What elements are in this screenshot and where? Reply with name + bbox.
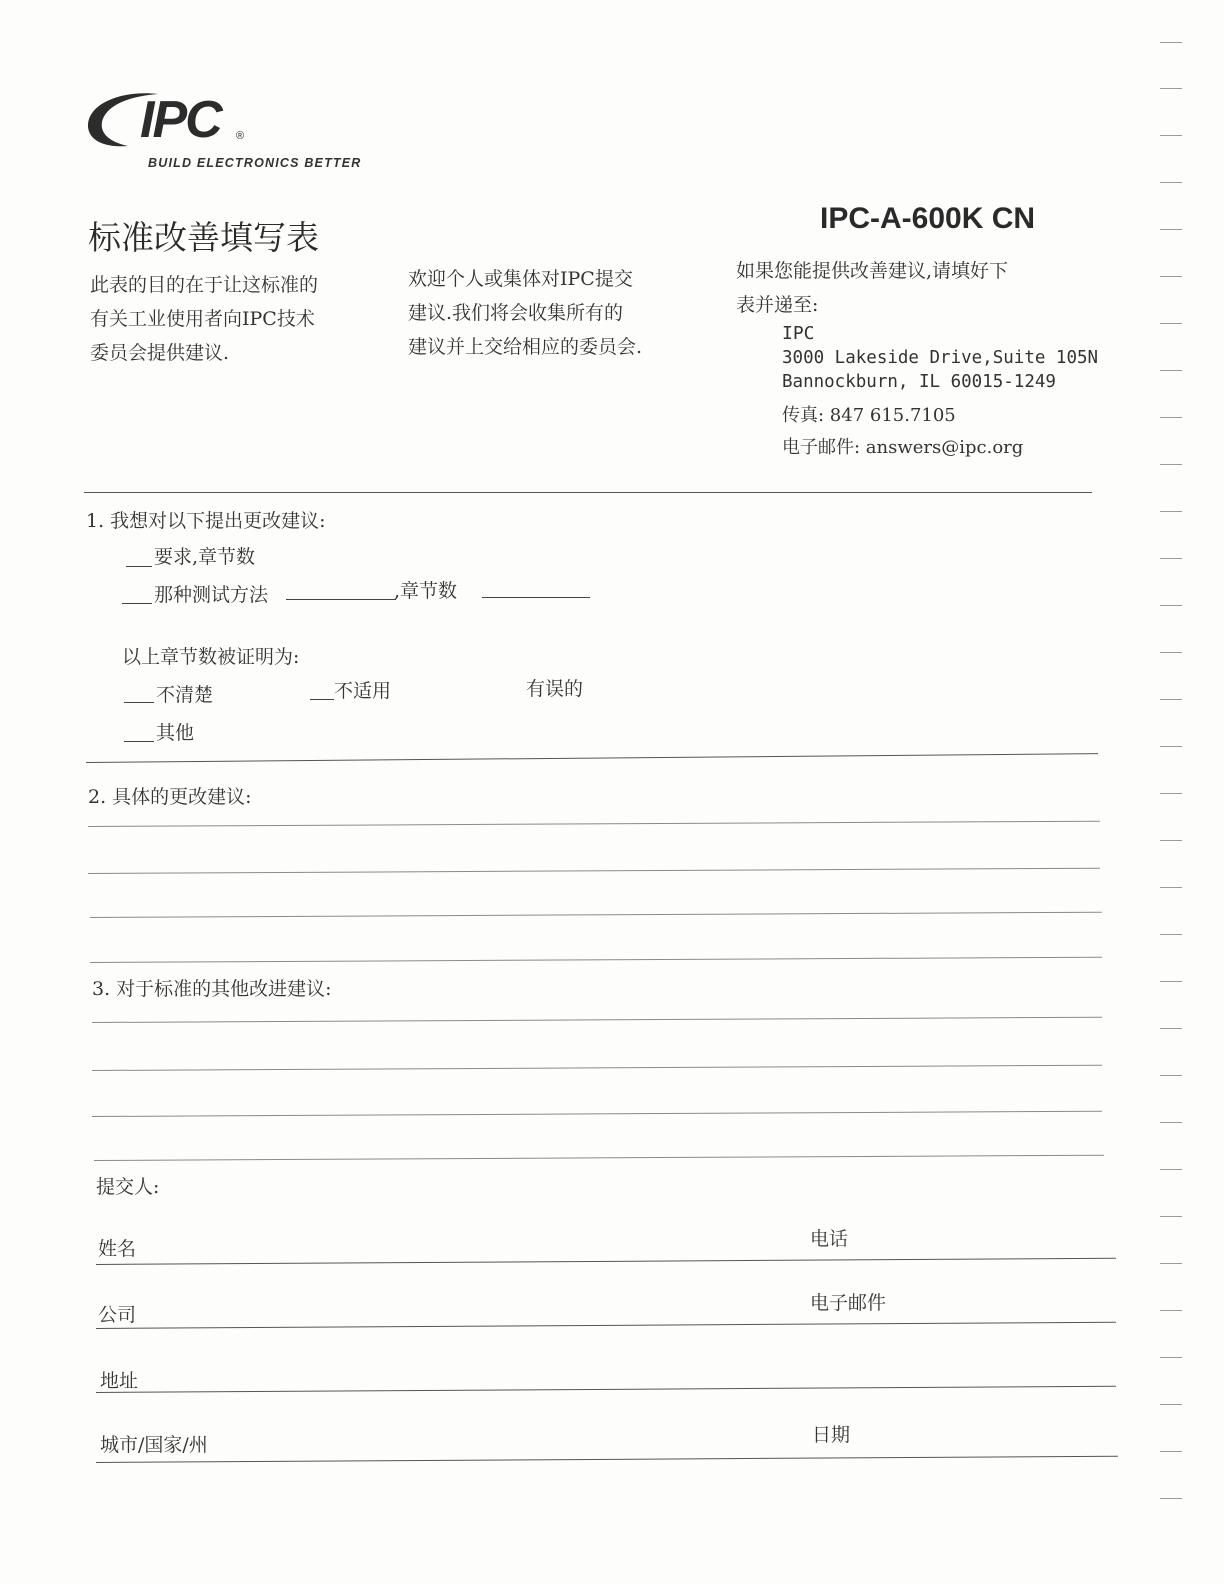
section-3-heading: 3. 对于标准的其他改进建议: <box>92 978 332 1000</box>
name-label: 姓名 <box>98 1238 137 1260</box>
other-option-label: 其他 <box>156 722 195 744</box>
intro-column-1 <box>90 268 318 370</box>
address-email: 电子邮件: answers@ipc.org <box>782 437 1024 458</box>
not-applicable-option-label: 不适用 <box>334 680 392 702</box>
submitter-heading: 提交人: <box>96 1176 160 1198</box>
tick-mark <box>1160 276 1182 277</box>
tick-mark <box>1160 229 1182 230</box>
tick-mark <box>1160 887 1182 888</box>
document-code: IPC-A-600K CN <box>820 202 1036 235</box>
test-method-checkbox-blank[interactable] <box>122 603 152 604</box>
not-applicable-checkbox-blank[interactable] <box>310 699 334 700</box>
logo-wordmark: IPC <box>140 91 221 149</box>
suggestion-line[interactable] <box>88 821 1100 827</box>
logo-tagline: BUILD ELECTRONICS BETTER <box>148 156 362 170</box>
intro-line: 建议.我们将会收集所有的 <box>408 302 624 324</box>
tick-mark <box>1160 934 1182 935</box>
tick-mark <box>1160 1404 1182 1405</box>
intro-column-2 <box>408 262 642 364</box>
intro-line: 表并递至: <box>736 294 819 316</box>
tick-mark <box>1160 135 1182 136</box>
address-street: 3000 Lakeside Drive,Suite 105N <box>782 348 1099 368</box>
suggestion-line[interactable] <box>90 912 1102 918</box>
address-line[interactable] <box>96 1386 1116 1393</box>
intro-line: 建议并上交给相应的委员会. <box>408 336 643 358</box>
ipc-logo <box>84 86 374 178</box>
tick-mark <box>1160 42 1182 43</box>
tick-mark <box>1160 605 1182 606</box>
tick-mark <box>1160 1169 1182 1170</box>
requirement-checkbox-blank[interactable] <box>126 566 152 567</box>
tick-mark <box>1160 417 1182 418</box>
address-fax: 传真: 847 615.7105 <box>782 405 956 426</box>
tick-mark <box>1160 1122 1182 1123</box>
tick-mark <box>1160 1263 1182 1264</box>
tick-mark <box>1160 370 1182 371</box>
proven-as-label: 以上章节数被证明为: <box>122 646 300 668</box>
address-org: IPC <box>782 323 815 344</box>
chapter-number-label: ,章节数 <box>394 580 458 602</box>
improvement-line[interactable] <box>92 1065 1102 1071</box>
unclear-option-label: 不清楚 <box>156 684 214 706</box>
tick-mark <box>1160 182 1182 183</box>
company-email-line[interactable] <box>96 1322 1116 1329</box>
tick-mark <box>1160 1216 1182 1217</box>
improvement-line[interactable] <box>92 1017 1102 1023</box>
suggestion-line[interactable] <box>88 868 1100 874</box>
city-date-line[interactable] <box>96 1456 1118 1463</box>
tick-mark <box>1160 323 1182 324</box>
intro-line: 欢迎个人或集体对IPC提交 <box>408 268 633 290</box>
test-method-option-label: 那种测试方法 <box>154 584 269 606</box>
suggestion-line[interactable] <box>90 957 1102 963</box>
requirement-option-label: 要求,章节数 <box>154 546 256 568</box>
tick-mark <box>1160 1310 1182 1311</box>
registered-mark: ® <box>236 130 245 142</box>
other-checkbox-blank[interactable] <box>124 741 154 742</box>
name-phone-line[interactable] <box>96 1258 1116 1265</box>
address-label: 地址 <box>100 1370 139 1392</box>
improvement-line[interactable] <box>94 1155 1104 1161</box>
intro-line: 此表的目的在于让这标准的 <box>90 274 319 296</box>
tick-mark <box>1160 464 1182 465</box>
company-label: 公司 <box>98 1304 137 1326</box>
tick-mark <box>1160 652 1182 653</box>
page-title: 标准改善填写表 <box>88 218 319 257</box>
date-label: 日期 <box>812 1424 851 1446</box>
phone-label: 电话 <box>810 1228 849 1250</box>
city-country-state-label: 城市/国家/州 <box>100 1434 208 1456</box>
tick-mark <box>1160 1357 1182 1358</box>
improvement-line[interactable] <box>92 1111 1102 1117</box>
tick-mark <box>1160 981 1182 982</box>
tick-mark <box>1160 746 1182 747</box>
chapter-number-field[interactable] <box>482 597 590 598</box>
tick-mark <box>1160 1451 1182 1452</box>
tick-mark <box>1160 511 1182 512</box>
intro-line: 如果您能提供改善建议,请填好下 <box>736 260 1009 282</box>
address-city: Bannockburn, IL 60015-1249 <box>782 372 1056 392</box>
intro-line: 委员会提供建议. <box>90 342 230 364</box>
tick-mark <box>1160 793 1182 794</box>
tick-mark <box>1160 1075 1182 1076</box>
unclear-checkbox-blank[interactable] <box>124 702 154 703</box>
tick-mark <box>1160 699 1182 700</box>
divider <box>84 492 1092 493</box>
tick-mark <box>1160 88 1182 89</box>
tick-mark <box>1160 840 1182 841</box>
test-method-field[interactable] <box>286 599 396 600</box>
intro-line: 有关工业使用者向IPC技术 <box>90 308 315 330</box>
tick-mark <box>1160 1028 1182 1029</box>
erroneous-option-label: 有误的 <box>526 678 584 700</box>
divider <box>86 753 1098 763</box>
intro-column-3 <box>736 254 1008 322</box>
mailing-address <box>782 322 1098 464</box>
email-label: 电子邮件 <box>810 1292 887 1314</box>
tick-mark <box>1160 1498 1182 1499</box>
tick-mark <box>1160 558 1182 559</box>
section-2-heading: 2. 具体的更改建议: <box>88 786 252 808</box>
section-1-heading: 1. 我想对以下提出更改建议: <box>86 510 326 532</box>
